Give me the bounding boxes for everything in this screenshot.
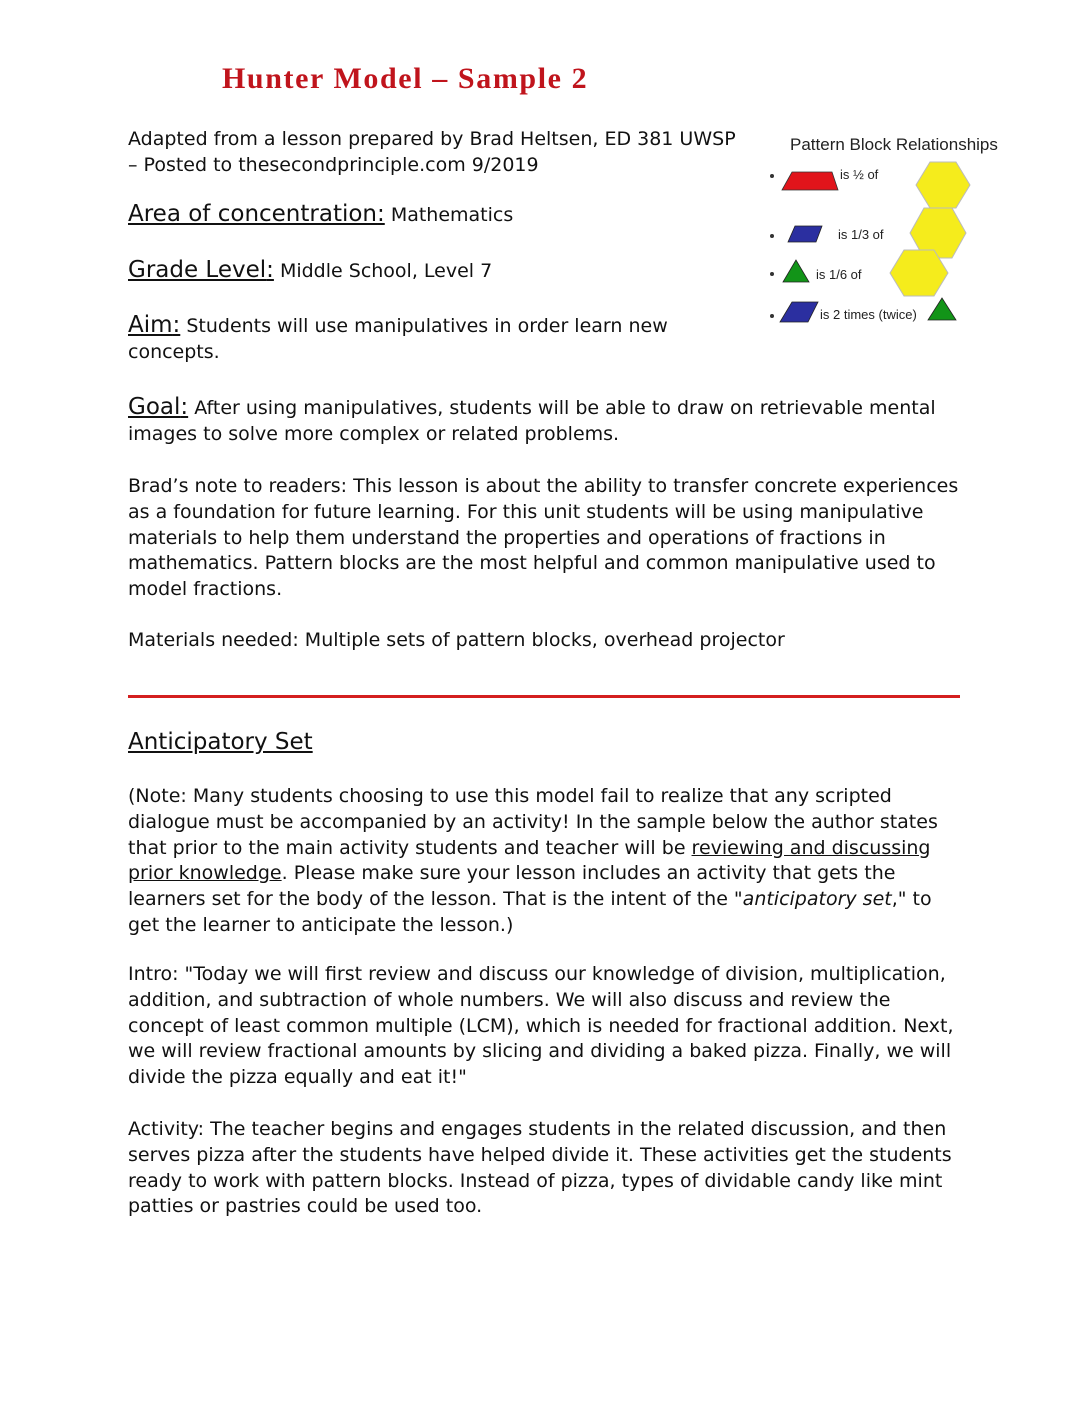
note-line: mathematics. Pattern blocks are the most helpful and common manipulative used to [128, 552, 936, 575]
note-line: that prior to the main activity students and teacher will be reviewing and discussing [128, 836, 931, 859]
note-line: (Note: Many students choosing to use this model fail to realize that any scripted [128, 785, 892, 807]
readers-note [128, 474, 958, 603]
note-line: Brad’s note to readers: This lesson is about the ability to transfer concrete experiences [128, 475, 959, 497]
intro-paragraph [128, 962, 954, 1091]
relation-label: is 1/6 of [816, 267, 862, 282]
aim-value-cont: concepts. [128, 340, 220, 363]
area-value: Mathematics [390, 204, 514, 226]
credit-line: – Posted to thesecondprinciple.com 9/2019 [128, 153, 539, 176]
bullet-icon [770, 314, 774, 318]
activity-line: ready to work with pattern blocks. Instead of pizza, types of dividable candy like mint [128, 1169, 943, 1192]
adapted-credit [128, 127, 736, 179]
relation-label: is 2 times (twice) [820, 307, 917, 322]
rhombus-icon [788, 226, 822, 242]
goal-label: Goal [128, 394, 181, 420]
bullet-icon [770, 272, 774, 276]
bullet-icon [770, 174, 774, 178]
activity-line: Activity: The teacher begins and engages students in the related discussion, and then [128, 1118, 947, 1140]
rhombus-icon [780, 302, 818, 322]
note-line: materials to help them understand the properties and operations of fractions in [128, 526, 886, 549]
goal-value: After using manipulatives, students will be able to draw on retrievable mental [194, 397, 936, 419]
intro-line: concept of least common multiple (LCM), which is needed for fractional addition. Next, [128, 1014, 954, 1037]
goal-value-cont: images to solve more complex or related problems. [128, 422, 620, 445]
note-line: model fractions. [128, 578, 283, 601]
document-title: Hunter Model – Sample 2 [222, 62, 589, 95]
activity-paragraph [128, 1117, 952, 1220]
intro-line: addition, and subtraction of whole numbers. We will also discuss and review the [128, 988, 891, 1011]
section-heading [128, 730, 313, 757]
intro-line: we will review fractional amounts by slicing and dividing a baked pizza. Finally, we will [128, 1040, 952, 1063]
relation-label: is ½ of [840, 167, 879, 182]
trapezoid-icon [782, 172, 838, 190]
relation-label: is 1/3 of [838, 227, 884, 242]
activity-line: patties or pastries could be used too. [128, 1195, 483, 1218]
activity-line: serves pizza after the students have helped divide it. These activities get the students [128, 1143, 952, 1166]
note-line: learners set for the body of the lesson. That is the intent of the "anticipatory set," to [128, 888, 932, 911]
anticipatory-note [128, 784, 938, 939]
aim-label: Aim [128, 312, 173, 338]
intro-line: divide the pizza equally and eat it!" [128, 1066, 467, 1089]
bullet-icon [770, 234, 774, 238]
grade-level: Grade Level: Middle School, Level 7 [128, 257, 493, 283]
area-label: Area of concentration [128, 201, 378, 227]
grade-value: Middle School, Level 7 [279, 260, 493, 282]
goal: Goal: After using manipulatives, students will be able to draw on retrievable mental images to solve more complex or related problems. [128, 395, 936, 448]
note-line: prior knowledge. Please make sure your lesson includes an activity that gets the [128, 862, 896, 885]
figure-title: Pattern Block Relationships [790, 135, 998, 154]
area-of-concentration: Area of concentration: Mathematics [128, 201, 514, 227]
intro-line: Intro: "Today we will first review and discuss our knowledge of division, multiplication, [128, 963, 946, 985]
hexagon-icon [916, 162, 970, 208]
note-line: as a foundation for future learning. For this unit students will be using manipulative [128, 500, 924, 523]
grade-label: Grade Level [128, 257, 267, 283]
materials-needed: Materials needed: Multiple sets of pattern blocks, overhead projector [128, 629, 785, 651]
note-line: get the learner to anticipate the lesson.) [128, 913, 514, 936]
pattern-block-figure [758, 130, 1048, 340]
italic-term: anticipatory set [742, 888, 892, 911]
anticipatory-set-heading: Anticipatory Set [128, 729, 313, 755]
aim-value: Students will use manipulatives in order learn new [186, 315, 668, 337]
credit-line: Adapted from a lesson prepared by Brad Heltsen, ED 381 UWSP [128, 128, 736, 150]
aim: Aim: Students will use manipulatives in order learn new concepts. [128, 313, 668, 366]
note-line: dialogue must be accompanied by an activity! In the sample below the author states [128, 810, 938, 833]
triangle-icon [928, 298, 956, 320]
section-divider [128, 695, 960, 698]
triangle-icon [783, 260, 809, 282]
emphasis-text: reviewing and discussing [691, 836, 931, 859]
emphasis-text: prior knowledge [128, 862, 282, 885]
